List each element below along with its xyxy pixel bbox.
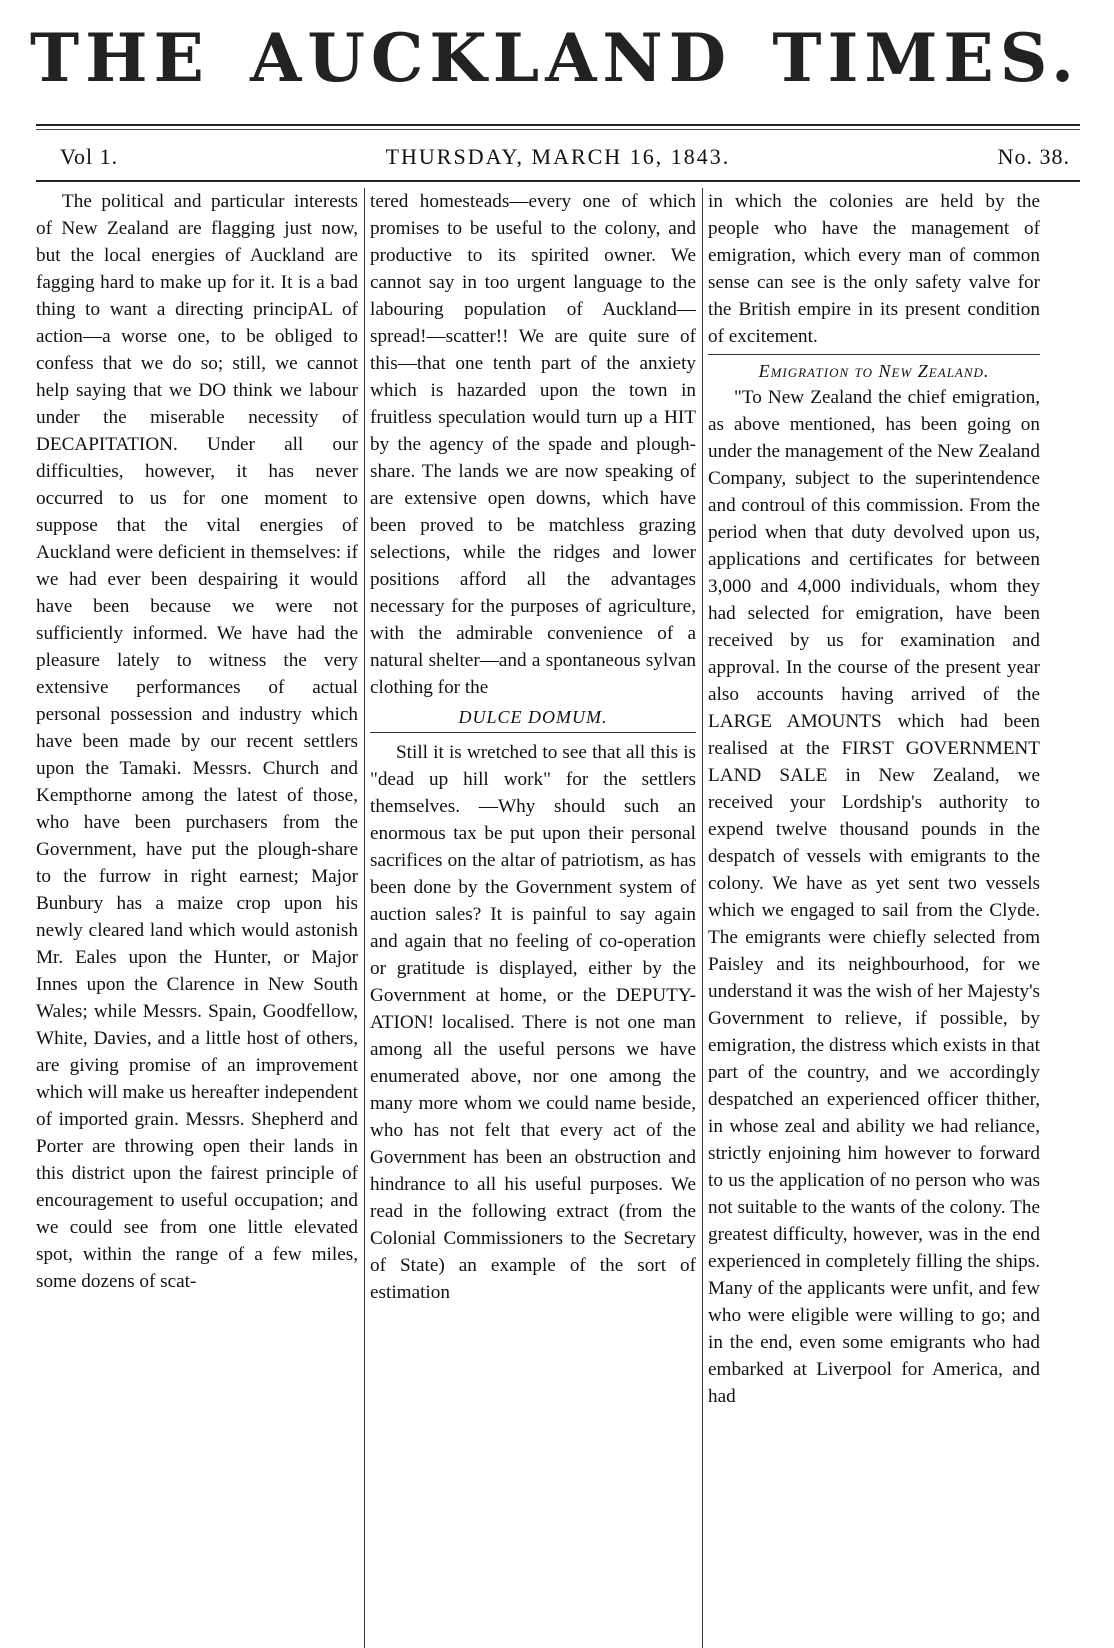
article-paragraph-2: tered homesteads—every one of which promises to be useful to the colony, and productive to its spirited owner. We cannot say in too urgent language to the labouring population of Auckland—spread!—scatter!! We are quite sure of this—that one tenth part of the anxiety which is hazarded upon the town in fruitless speculation would turn up a HIT by the agency of the spade and plough-share. The lands we are now speaking of are extensive open downs, which have been proved to be matchless grazing selections, while the ridges and lower positions afford all the advantages necessary for the purposes of agriculture, with the admirable convenience of a natural shelter—and a spontaneous sylvan clothing for the xyxy=(370,191,696,698)
masthead-word-times: TIMES. xyxy=(772,19,1080,97)
emigration-heading: Emigration to New Zealand. xyxy=(758,361,990,381)
column-divider-2 xyxy=(702,188,703,1648)
column-3-separator xyxy=(708,354,1040,355)
top-rule xyxy=(36,124,1080,126)
article-paragraph-3: Still it is wretched to see that all this is "dead up hill work" for the settlers themselves. —Why should such an enormous tax be put upon their personal sacrifices on the altar of patriotism, as has been done by the Government system of auction sales? It is painful to say again and again that no feeling of co-operation or gratitude is displayed, either by the Government at home, or the DEPUTY-ATION! localised. There is not one man among all the useful persons we have enumerated above, nor one among the many more whom we could name beside, who has not felt that every act of the Government has been an obstruction and hindrance to all his useful purposes. We read in the following extract (from the Colonial Commissioners to the Secretary of State) an example of the sort of estimation xyxy=(370,742,696,1303)
masthead-word-auckland: AUCKLAND xyxy=(250,19,732,97)
masthead-word-the: THE xyxy=(30,19,210,97)
article-paragraph-5: "To New Zealand the chief emigration, as above mentioned, has been going on under the management of the New Zealand Company, subject to the superintendence and controul of this commission. From the period when that duty devolved upon us, applications and certificates for between 3,000 and 4,000 individuals, whom they had selected for emigration, have been received by us for examination and approval. In the course of the present year also accounts having arrived of the LARGE AMOUNTS which had been realised at the FIRST GOVERNMENT LAND SALE in New Zealand, we received your Lordship's authority to expend twelve thousand pounds in the despatch of vessels with emigrants to the colony. We have as yet sent two vessels which we engaged to sail from the Clyde. The emigrants were chiefly selected from Paisley and its neighbourhood, for we understand it was the wish of her Majesty's Government to relieve, if possible, by emigration, the distress which exists in that part of the country, and we accordingly despatched an experienced officer thither, in whose zeal and ability we had reliance, strictly enjoining him however to forward to us the application of no person who was not suitable to the wants of the colony. The greatest difficulty, however, was in the end experienced in completely filling the ships. Many of the applicants were unfit, and few who were eligible were willing to go; and in the end, even some emigrants who had embarked at Liverpool for America, and had xyxy=(708,387,1040,1407)
dulce-domum-line: DULCE DOMUM. xyxy=(458,707,608,727)
article-column-2 xyxy=(370,188,696,1643)
top-rule-thin xyxy=(36,129,1080,130)
article-column-1 xyxy=(36,188,358,1643)
issue-number: No. 38. xyxy=(997,144,1070,169)
article-paragraph-4: in which the colonies are held by the people who have the management of emigration, which every man of common sense can see is the only safety valve for the British empire in its present condition of excitement. xyxy=(708,191,1040,347)
column-2-separator xyxy=(370,732,696,733)
volume-label: Vol 1. xyxy=(60,144,119,169)
article-column-3 xyxy=(708,188,1040,1643)
article-paragraph-1: The political and particular interests of New Zealand are flagging just now, but the local energies of Auckland are fagging hard to make up for it. It is a bad thing to want a directing principAL of action—a worse one, to be obliged to confess that we do so; still, we cannot help saying that we DO think we labour under the miserable necessity of DECAPITATION. Under all our difficulties, however, it has never occurred to us for one moment to suppose that the vital energies of Auckland were deficient in themselves: if we had ever been despairing it would have been because we were not sufficiently informed. We have had the pleasure lately to witness the very extensive performances of actual personal possession and industry which have been made by our recent settlers upon the Tamaki. Messrs. Church and Kempthorne among the latest of those, who have been purchasers from the Government, have put the plough-share to the furrow in right earnest; Major Bunbury has a maize crop upon his newly cleared land which would astonish Mr. Eales upon the Hunter, or Major Innes upon the Clarence in New South Wales; while Messrs. Spain, Goodfellow, White, Davies, and a little host of others, are giving promise of an improvement which will make us hereafter independent of imported grain. Messrs. Shepherd and Porter are throwing open their lands in this district upon the fairest principle of encouragement to useful occupation; and we could see from one little elevated spot, within the range of a few miles, some dozens of scat- xyxy=(36,191,358,1292)
dateline-rule xyxy=(36,180,1080,182)
dateline xyxy=(60,143,1070,171)
column-divider-1 xyxy=(364,188,365,1648)
masthead-title xyxy=(30,18,1080,98)
issue-date: THURSDAY, MARCH 16, 1843. xyxy=(385,144,731,169)
